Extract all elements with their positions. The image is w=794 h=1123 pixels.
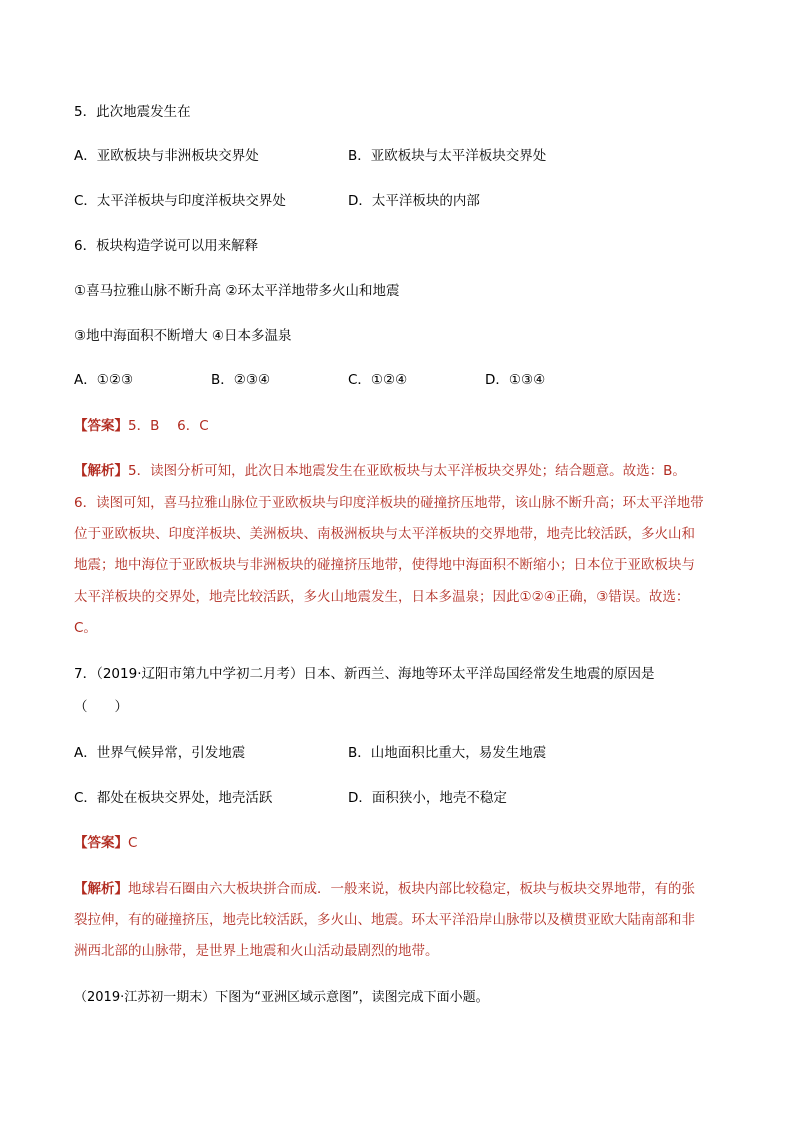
analysis-text: 地球岩石圈由六大板块拼合而成．一般来说，板块内部比较稳定，板块与板块交界地带，有的张 [128,881,695,897]
q5-option-a: A．亚欧板块与非洲板块交界处 [74,148,259,164]
q5-option-c: C．太平洋板块与印度洋板块交界处 [74,193,286,209]
q7-option-a: A．世界气候异常，引发地震 [74,745,246,761]
answer-text: C [128,835,138,851]
answer-text: 5．B 6．C [128,418,209,434]
q6-option-c: C．①②④ [348,372,408,388]
q5-stem: 5．此次地震发生在 [74,104,191,120]
q7-stem-line-2: （ ） [74,699,128,715]
q6-option-d: D．①③④ [485,372,546,388]
q7-option-c: C．都处在板块交界处，地壳活跃 [74,790,273,806]
section-intro: （2019·江苏初一期末）下图为“亚洲区域示意图”，读图完成下面小题。 [74,990,489,1005]
analysis-line-3: 位于亚欧板块、印度洋板块、美洲板块、南极洲板块与太平洋板块的交界地带，地壳比较活跃，多火山和 [74,526,695,542]
analysis-line-2: 6．读图可知，喜马拉雅山脉位于亚欧板块与印度洋板块的碰撞挤压地带，该山脉不断升高；环太平洋地带 [74,495,704,511]
q6-option-b: B．②③④ [211,372,271,388]
analysis-tag: 【解析】 [74,881,128,897]
q5-option-b: B．亚欧板块与太平洋板块交界处 [348,148,547,164]
q6-stem: 6．板块构造学说可以用来解释 [74,238,259,254]
answer-tag: 【答案】 [74,418,128,434]
analysis-line-4: 地震；地中海位于亚欧板块与非洲板块的碰撞挤压地带，使得地中海面积不断缩小；日本位于亚欧板块与 [74,557,695,573]
q6-option-a: A．①②③ [74,372,134,388]
answer-block-1 [74,418,209,434]
answer-tag: 【答案】 [74,835,128,851]
analysis-2-line-3: 洲西北部的山脉带，是世界上地震和火山活动最剧烈的地带。 [74,943,439,959]
analysis-text: 5．读图分析可知，此次日本地震发生在亚欧板块与太平洋板块交界处；结合题意。故选：B。 [128,463,686,479]
analysis-2-line-1 [74,881,695,897]
answer-block-2 [74,835,137,851]
q7-option-d: D．面积狭小，地壳不稳定 [348,790,507,806]
analysis-line-6: C。 [74,620,97,636]
analysis-tag: 【解析】 [74,463,128,479]
q6-item-line-1: ①喜马拉雅山脉不断升高 ②环太平洋地带多火山和地震 [74,283,400,299]
analysis-line-1 [74,463,686,479]
analysis-2-line-2: 裂拉伸，有的碰撞挤压，地壳比较活跃，多火山、地震。环太平洋沿岸山脉带以及横贯亚欧大陆南部和非 [74,912,695,928]
q7-stem-line-1: 7．（2019·辽阳市第九中学初二月考）日本、新西兰、海地等环太平洋岛国经常发生地震的原因是 [74,666,655,682]
q6-item-line-2: ③地中海面积不断增大 ④日本多温泉 [74,328,292,344]
analysis-line-5: 太平洋板块的交界处，地壳比较活跃，多火山地震发生，日本多温泉；因此①②④正确，③错误。故选： [74,589,690,605]
q5-option-d: D．太平洋板块的内部 [348,193,480,209]
q7-option-b: B．山地面积比重大，易发生地震 [348,745,547,761]
